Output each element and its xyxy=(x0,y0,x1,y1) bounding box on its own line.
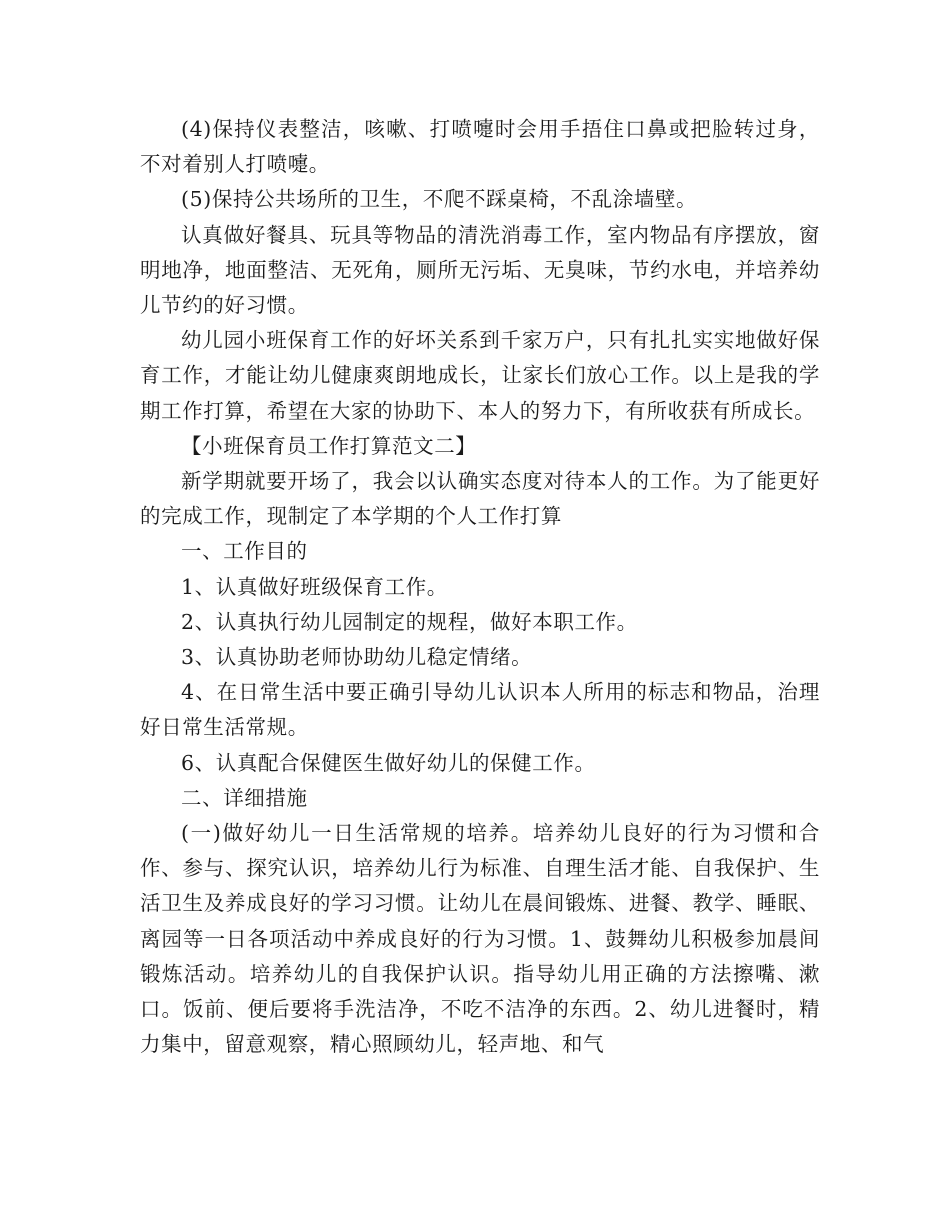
document-body xyxy=(140,112,820,1062)
list-item-goal-3: 3、认真协助老师协助幼儿稳定情绪。 xyxy=(181,645,533,670)
paragraph-intro: 新学期就要开场了，我会以认确实态度对待本人的工作。为了能更好的完成工作，现制定了本学期的个人工作打算 xyxy=(140,469,820,529)
list-item-goal-4: 4、在日常生活中要正确引导幼儿认识本人所用的标志和物品，治理好日常生活常规。 xyxy=(140,680,820,740)
section-heading-sample-two: 【小班保育员工作打算范文二】 xyxy=(181,433,477,458)
list-item-goal-6: 6、认真配合保健医生做好幼儿的保健工作。 xyxy=(181,750,596,775)
list-item-goal-2: 2、认真执行幼儿园制定的规程，做好本职工作。 xyxy=(181,609,638,634)
paragraph-conclusion: 幼儿园小班保育工作的好坏关系到千家万户，只有扎扎实实地做好保育工作，才能让幼儿健康爽朗地成长，让家长们放心工作。以上是我的学期工作打算，希望在大家的协助下、本人的努力下，有所收获有所成长。 xyxy=(140,328,820,423)
heading-detailed-measures: 二、详细措施 xyxy=(181,785,308,810)
paragraph-hygiene-5: (5)保持公共场所的卫生，不爬不踩桌椅，不乱涂墙壁。 xyxy=(181,187,698,212)
paragraph-hygiene-4: (4)保持仪表整洁，咳嗽、打喷嚏时会用手捂住口鼻或把脸转过身，不对着别人打喷嚏。 xyxy=(140,117,820,177)
paragraph-daily-routine: (一)做好幼儿一日生活常规的培养。培养幼儿良好的行为习惯和合作、参与、探究认识，培养幼儿行为标准、自理生活才能、自我保护、生活卫生及养成良好的学习习惯。让幼儿在晨间锻炼、进餐、教学、睡眠、离园等一日各项活动中养成良好的行为习惯。1、鼓舞幼儿积极参加晨间锻炼活动。培养幼儿的自我保护认识。指导幼儿用正确的方法擦嘴、漱口。饭前、便后要将手洗洁净，不吃不洁净的东西。2、幼儿进餐时，精力集中，留意观察，精心照顾幼儿，轻声地、和气 xyxy=(140,821,820,1057)
paragraph-cleaning: 认真做好餐具、玩具等物品的清洗消毒工作，室内物品有序摆放，窗明地净，地面整洁、无死角，厕所无污垢、无臭味，节约水电，并培养幼儿节约的好习惯。 xyxy=(140,222,820,318)
heading-work-goals: 一、工作目的 xyxy=(181,539,308,564)
list-item-goal-1: 1、认真做好班级保育工作。 xyxy=(181,574,448,599)
